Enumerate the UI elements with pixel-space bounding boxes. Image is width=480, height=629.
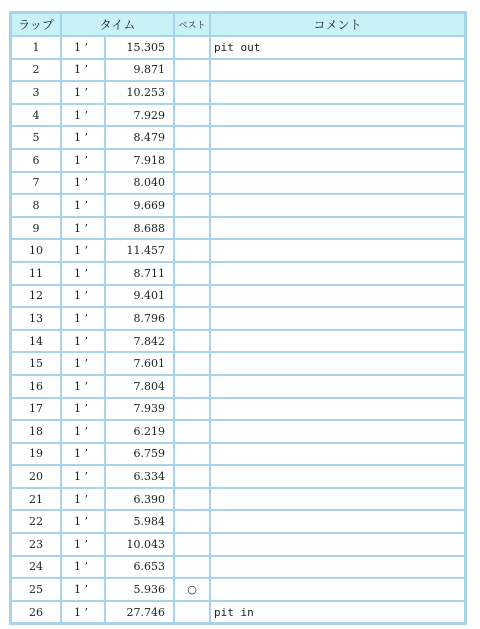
- best-lap-marker-cell: [174, 104, 210, 127]
- lap-seconds-cell: 6.653: [105, 556, 174, 579]
- table-row: [11, 375, 465, 398]
- comment-cell: [210, 578, 465, 601]
- comment-cell: [210, 488, 465, 511]
- table-row: [11, 443, 465, 466]
- lap-seconds-cell: 8.711: [105, 262, 174, 285]
- lap-number-cell: 23: [11, 533, 61, 556]
- lap-minute-cell: 1 ’: [61, 443, 105, 466]
- comment-cell: pit in: [210, 601, 465, 624]
- best-lap-marker-cell: [174, 149, 210, 172]
- comment-cell: [210, 330, 465, 353]
- comment-cell: [210, 420, 465, 443]
- lap-number-cell: 11: [11, 262, 61, 285]
- lap-number-cell: 15: [11, 352, 61, 375]
- header-time: タイム: [61, 13, 174, 36]
- best-lap-marker-cell: [174, 375, 210, 398]
- lap-minute-cell: 1 ’: [61, 262, 105, 285]
- table-row: [11, 239, 465, 262]
- lap-seconds-cell: 8.688: [105, 217, 174, 240]
- lap-number-cell: 18: [11, 420, 61, 443]
- lap-seconds-cell: 9.871: [105, 59, 174, 82]
- best-lap-marker-cell: [174, 465, 210, 488]
- table-row: [11, 465, 465, 488]
- best-lap-marker-cell: [174, 262, 210, 285]
- lap-number-cell: 14: [11, 330, 61, 353]
- best-lap-marker-cell: [174, 533, 210, 556]
- lap-minute-cell: 1 ’: [61, 488, 105, 511]
- table-row: [11, 330, 465, 353]
- table-header: [11, 13, 465, 36]
- lap-seconds-cell: 6.219: [105, 420, 174, 443]
- header-comment: コメント: [210, 13, 465, 36]
- lap-minute-cell: 1 ’: [61, 533, 105, 556]
- lap-number-cell: 26: [11, 601, 61, 624]
- table-row: [11, 420, 465, 443]
- lap-number-cell: 5: [11, 126, 61, 149]
- table-row: [11, 285, 465, 308]
- lap-seconds-cell: 7.842: [105, 330, 174, 353]
- table-row: [11, 149, 465, 172]
- table-row: [11, 510, 465, 533]
- lap-number-cell: 9: [11, 217, 61, 240]
- lap-minute-cell: 1 ’: [61, 420, 105, 443]
- lap-number-cell: 7: [11, 172, 61, 195]
- best-lap-marker-cell: [174, 398, 210, 421]
- lap-number-cell: 1: [11, 36, 61, 59]
- lap-minute-cell: 1 ’: [61, 194, 105, 217]
- comment-cell: [210, 81, 465, 104]
- lap-minute-cell: 1 ’: [61, 36, 105, 59]
- lap-seconds-cell: 10.253: [105, 81, 174, 104]
- table-row: [11, 217, 465, 240]
- lap-minute-cell: 1 ’: [61, 126, 105, 149]
- lap-minute-cell: 1 ’: [61, 330, 105, 353]
- lap-minute-cell: 1 ’: [61, 307, 105, 330]
- lap-seconds-cell: 11.457: [105, 239, 174, 262]
- lap-minute-cell: 1 ’: [61, 172, 105, 195]
- lap-number-cell: 19: [11, 443, 61, 466]
- comment-cell: [210, 307, 465, 330]
- comment-cell: [210, 285, 465, 308]
- lap-number-cell: 25: [11, 578, 61, 601]
- comment-cell: [210, 104, 465, 127]
- best-lap-marker-cell: [174, 36, 210, 59]
- table-row: [11, 533, 465, 556]
- comment-cell: [210, 375, 465, 398]
- lap-seconds-cell: 7.918: [105, 149, 174, 172]
- best-lap-marker-cell: [174, 81, 210, 104]
- header-lap: ラップ: [11, 13, 61, 36]
- table-row: [11, 194, 465, 217]
- lap-seconds-cell: 7.939: [105, 398, 174, 421]
- header-best: ベスト: [174, 13, 210, 36]
- lap-minute-cell: 1 ’: [61, 285, 105, 308]
- comment-cell: [210, 217, 465, 240]
- lap-number-cell: 6: [11, 149, 61, 172]
- table-row: [11, 262, 465, 285]
- lap-minute-cell: 1 ’: [61, 239, 105, 262]
- best-lap-marker-cell: [174, 443, 210, 466]
- best-lap-marker-cell: [174, 126, 210, 149]
- lap-minute-cell: 1 ’: [61, 556, 105, 579]
- lap-minute-cell: 1 ’: [61, 104, 105, 127]
- table-row: [11, 59, 465, 82]
- lap-seconds-cell: 8.479: [105, 126, 174, 149]
- lap-number-cell: 4: [11, 104, 61, 127]
- lap-minute-cell: 1 ’: [61, 352, 105, 375]
- lap-number-cell: 3: [11, 81, 61, 104]
- header-row: [11, 13, 465, 36]
- lap-number-cell: 10: [11, 239, 61, 262]
- table-row: [11, 488, 465, 511]
- best-lap-marker-cell: [174, 488, 210, 511]
- best-lap-marker-cell: [174, 352, 210, 375]
- comment-cell: [210, 443, 465, 466]
- lap-seconds-cell: 5.984: [105, 510, 174, 533]
- lap-number-cell: 20: [11, 465, 61, 488]
- lap-seconds-cell: 6.759: [105, 443, 174, 466]
- table-body: [11, 36, 465, 623]
- comment-cell: [210, 510, 465, 533]
- best-lap-marker-cell: [174, 239, 210, 262]
- lap-seconds-cell: 10.043: [105, 533, 174, 556]
- lap-minute-cell: 1 ’: [61, 217, 105, 240]
- comment-cell: [210, 465, 465, 488]
- lap-seconds-cell: 8.796: [105, 307, 174, 330]
- lap-seconds-cell: 7.929: [105, 104, 174, 127]
- table-row: [11, 104, 465, 127]
- comment-cell: [210, 59, 465, 82]
- best-lap-marker-cell: [174, 330, 210, 353]
- table-row: [11, 578, 465, 601]
- lap-seconds-cell: 5.936: [105, 578, 174, 601]
- table-row: [11, 398, 465, 421]
- lap-seconds-cell: 6.334: [105, 465, 174, 488]
- lap-minute-cell: 1 ’: [61, 398, 105, 421]
- lap-seconds-cell: 9.669: [105, 194, 174, 217]
- table-row: [11, 556, 465, 579]
- lap-time-table: [9, 11, 467, 625]
- best-lap-marker-cell: [174, 601, 210, 624]
- comment-cell: [210, 533, 465, 556]
- lap-number-cell: 22: [11, 510, 61, 533]
- table-row: [11, 126, 465, 149]
- best-lap-marker-cell: ○: [174, 578, 210, 601]
- comment-cell: [210, 556, 465, 579]
- lap-seconds-cell: 9.401: [105, 285, 174, 308]
- comment-cell: [210, 262, 465, 285]
- best-lap-marker-cell: [174, 420, 210, 443]
- lap-minute-cell: 1 ’: [61, 465, 105, 488]
- lap-minute-cell: 1 ’: [61, 149, 105, 172]
- table-row: [11, 81, 465, 104]
- comment-cell: [210, 239, 465, 262]
- best-lap-marker-cell: [174, 556, 210, 579]
- lap-minute-cell: 1 ’: [61, 578, 105, 601]
- lap-minute-cell: 1 ’: [61, 59, 105, 82]
- lap-number-cell: 13: [11, 307, 61, 330]
- lap-number-cell: 16: [11, 375, 61, 398]
- best-lap-marker-cell: [174, 285, 210, 308]
- table-row: [11, 352, 465, 375]
- lap-seconds-cell: 6.390: [105, 488, 174, 511]
- lap-minute-cell: 1 ’: [61, 375, 105, 398]
- table-row: [11, 601, 465, 624]
- best-lap-marker-cell: [174, 217, 210, 240]
- lap-number-cell: 17: [11, 398, 61, 421]
- lap-seconds-cell: 15.305: [105, 36, 174, 59]
- comment-cell: [210, 172, 465, 195]
- lap-number-cell: 2: [11, 59, 61, 82]
- lap-seconds-cell: 7.804: [105, 375, 174, 398]
- comment-cell: pit out: [210, 36, 465, 59]
- comment-cell: [210, 398, 465, 421]
- table-row: [11, 172, 465, 195]
- best-lap-marker-cell: [174, 307, 210, 330]
- best-lap-marker-cell: [174, 510, 210, 533]
- lap-seconds-cell: 8.040: [105, 172, 174, 195]
- lap-seconds-cell: 7.601: [105, 352, 174, 375]
- best-lap-marker-cell: [174, 172, 210, 195]
- lap-minute-cell: 1 ’: [61, 601, 105, 624]
- lap-number-cell: 21: [11, 488, 61, 511]
- best-lap-marker-cell: [174, 194, 210, 217]
- comment-cell: [210, 126, 465, 149]
- lap-number-cell: 24: [11, 556, 61, 579]
- comment-cell: [210, 194, 465, 217]
- comment-cell: [210, 149, 465, 172]
- lap-number-cell: 12: [11, 285, 61, 308]
- lap-minute-cell: 1 ’: [61, 81, 105, 104]
- table-row: [11, 36, 465, 59]
- best-lap-marker-cell: [174, 59, 210, 82]
- comment-cell: [210, 352, 465, 375]
- table-row: [11, 307, 465, 330]
- lap-number-cell: 8: [11, 194, 61, 217]
- lap-seconds-cell: 27.746: [105, 601, 174, 624]
- lap-minute-cell: 1 ’: [61, 510, 105, 533]
